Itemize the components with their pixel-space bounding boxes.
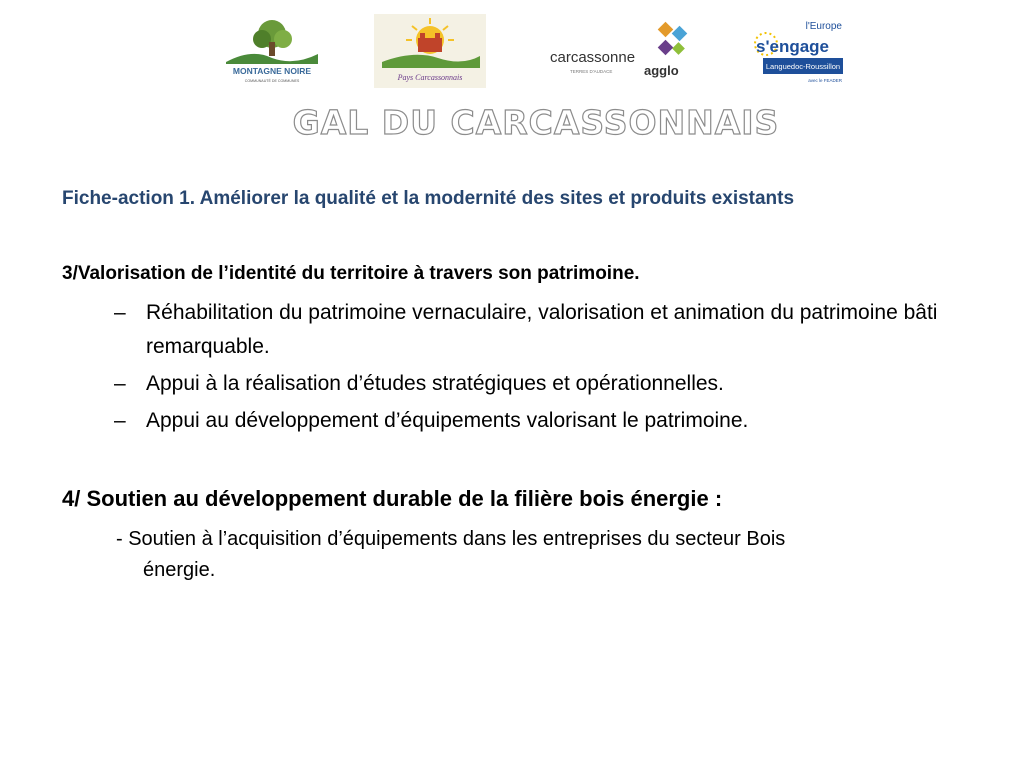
section-4-item [116,524,936,586]
section-4-item-line: - Soutien à l’acquisition d’équipements dans les entreprises du secteur Bois [116,528,786,550]
pays-carcassonnais-logo [374,14,486,88]
page-title: GAL DU CARCASSONNAIS [292,103,780,142]
logo-text: MONTAGNE NOIRE [232,66,312,76]
dash-bullet: – [114,301,126,324]
fiche-action-heading: Fiche-action 1. Améliorer la qualité et la modernité des sites et produits existants [62,188,795,209]
list-item [114,296,944,364]
list-item [114,367,944,401]
section-3-bullet-list [114,296,944,441]
svg-text:s'engage: s'engage [756,37,830,56]
section-3-heading: 3/Valorisation de l’identité du territoire à travers son patrimoine. [62,263,640,284]
logo-bar [0,14,1024,94]
montagne-noire-logo [222,14,322,86]
svg-text:TERRES D'AUDACE: TERRES D'AUDACE [570,69,613,74]
carcassonne-agglo-logo [548,14,704,80]
svg-text:agglo: agglo [644,63,679,78]
bullet-text: Appui au développement d’équipements valorisant le patrimoine. [146,409,749,432]
europe-engage-logo [750,14,846,86]
section-4-heading: 4/ Soutien au développement durable de la filière bois énergie : [62,486,723,511]
logo-text: Pays Carcassonnais [397,73,463,82]
logo-text: carcassonne [550,49,636,66]
svg-text:COMMUNAUTÉ DE COMMUNES: COMMUNAUTÉ DE COMMUNES [244,79,300,83]
svg-text:avec le FEADER: avec le FEADER [808,78,842,83]
dash-bullet: – [114,372,126,395]
svg-text:Languedoc-Roussillon: Languedoc-Roussillon [765,62,841,71]
list-item [114,404,944,438]
bullet-text: Appui à la réalisation d’études stratégiques et opérationnelles. [146,372,724,395]
bullet-text: Réhabilitation du patrimoine vernaculaire, valorisation et animation du patrimoine bâti remarquable. [146,301,938,358]
section-4-item-continuation: énergie. [143,559,216,581]
dash-bullet: – [114,409,126,432]
svg-text:l'Europe: l'Europe [805,21,842,32]
